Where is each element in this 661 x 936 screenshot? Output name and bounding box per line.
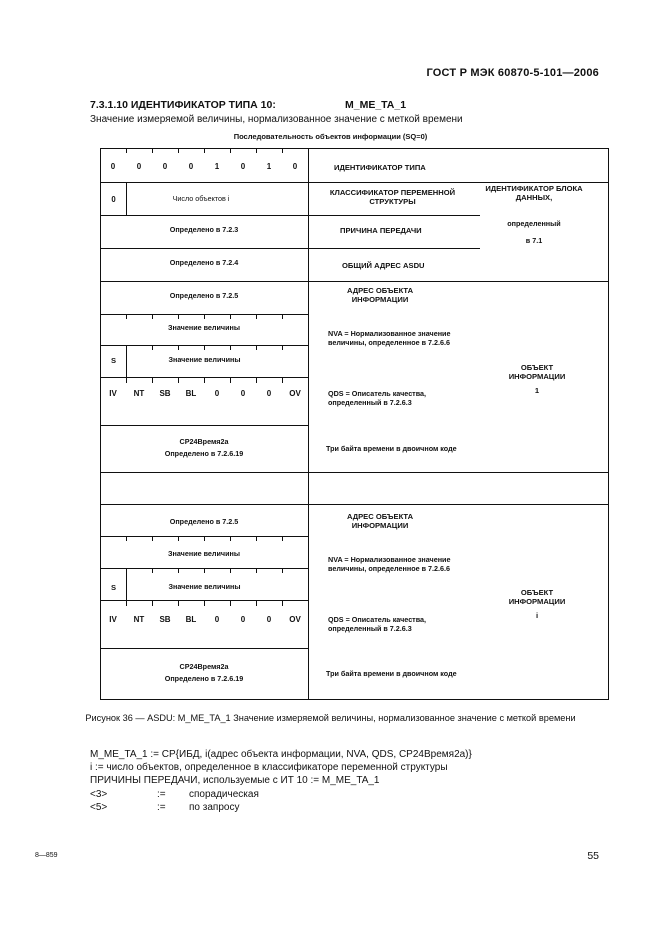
section-subtitle: Значение измеряемой величины, нормализованное значение с меткой времени [90,114,463,125]
qds-bit: OV [289,615,301,624]
row-divider [100,648,308,649]
bit-tick [256,314,257,319]
qds-bit: SB [159,389,171,398]
bit-divider [230,377,231,383]
row-divider [308,215,480,216]
row-divider [100,182,308,183]
row-divider [100,504,308,505]
bit-tick [204,345,205,350]
row-divider [308,281,609,282]
type-bit: 0 [240,162,246,171]
bit-tick [178,345,179,350]
bit-tick [230,345,231,350]
row-divider [308,248,480,249]
type-bit: 0 [162,162,168,171]
qds-bits-row [100,615,308,624]
object-label: ОБЪЕКТ ИНФОРМАЦИИ [508,363,566,382]
bit-tick [204,148,205,153]
ioa-defined: Определено в 7.2.5 [169,517,239,526]
time-defined: Определено в 7.2.6.19 [164,449,244,458]
nva-description: NVA = Нормализованное значение величины, определенное в 7.2.6.6 [328,329,451,347]
qds-bit: SB [159,615,171,624]
bit-divider [256,377,257,383]
qds-bit: OV [289,389,301,398]
object-label: ОБЪЕКТ ИНФОРМАЦИИ [508,588,566,607]
bit-tick [282,345,283,350]
bit-tick [256,536,257,541]
time-defined: Определено в 7.2.6.19 [164,674,244,683]
value-label: Значение величины [168,323,240,332]
qds-bit: 0 [266,389,272,398]
bit-tick [126,314,127,319]
cause-code: <5> [90,802,108,813]
sign-bit: S [110,356,117,365]
qds-bit: IV [109,389,117,398]
bit-tick [282,536,283,541]
cause-code: <3> [90,789,108,800]
qds-bit: 0 [214,389,220,398]
bit-tick [230,314,231,319]
type-bit: 0 [188,162,194,171]
qds-bit: IV [109,615,117,624]
qds-bit: 0 [240,615,246,624]
page-number: 55 [587,850,599,862]
qds-bit: NT [133,615,145,624]
row-divider [100,425,308,426]
bit-tick [178,148,179,153]
time-description: Три байта времени в двоичном коде [326,669,457,678]
type-identifier: M_ME_TA_1 [345,99,407,111]
dui-defined: определенный [507,219,561,228]
figure-top-caption: Последовательность объектов информации (SQ=0) [233,132,428,141]
row-divider [308,504,609,505]
formula-line: M_ME_TA_1 := CP{ИБД, i(адрес объекта информации, NVA, QDS, CP24Время2а)} [90,749,472,760]
time-label: CP24Время2а [179,662,229,671]
cause-text: спорадическая [189,789,259,800]
type-bit: 0 [136,162,142,171]
ioa-label: АДРЕС ОБЪЕКТА ИНФОРМАЦИИ [346,512,414,531]
cause-operator: := [157,802,166,813]
bit-tick [152,148,153,153]
bit-divider [256,600,257,606]
bit-divider [152,377,153,383]
bit-tick [126,345,127,350]
qds-bit: BL [185,615,197,624]
qds-bit: 0 [214,615,220,624]
bit-divider [178,600,179,606]
nva-description: NVA = Нормализованное значение величины, определенное в 7.2.6.6 [328,555,451,573]
qds-bits-row [100,389,308,398]
bit-tick [204,536,205,541]
type-bit: 1 [266,162,272,171]
bit-divider [204,600,205,606]
row-divider [308,182,609,183]
standard-designation: ГОСТ Р МЭК 60870-5-101—2006 [426,67,599,79]
bit-tick [256,568,257,573]
bit-tick [204,568,205,573]
ioa-defined: Определено в 7.2.5 [169,291,239,300]
figure-caption: Рисунок 36 — ASDU: M_ME_TA_1 Значение измеряемой величины, нормализованное значение с меткой времени [85,713,576,723]
bit-tick [256,148,257,153]
object-index: i [535,611,539,620]
bit-tick [152,314,153,319]
value-label: Значение величины [168,355,241,364]
bit-tick [230,536,231,541]
sheet-mark: 8—859 [35,852,58,859]
time-label: CP24Время2а [179,437,229,446]
cause-operator: := [157,789,166,800]
bit-divider [204,377,205,383]
bit-tick [282,568,283,573]
row-divider [100,281,308,282]
dui-label: ИДЕНТИФИКАТОР БЛОКА ДАННЫХ, [485,184,583,203]
bit-tick [178,568,179,573]
type-bit: 1 [214,162,220,171]
bit-divider [230,600,231,606]
bit-divider [282,600,283,606]
bit-tick [126,148,127,153]
ioa-label: АДРЕС ОБЪЕКТА ИНФОРМАЦИИ [346,286,414,305]
bit-tick [230,148,231,153]
bit-tick [282,148,283,153]
bit-tick [256,345,257,350]
bit-tick [152,345,153,350]
value-label: Значение величины [168,582,241,591]
bit-tick [126,568,127,573]
object-index: 1 [534,386,540,395]
sign-bit: S [110,583,117,592]
type-label: ИДЕНТИФИКАТОР ТИПА [334,163,426,172]
qds-bit: NT [133,389,145,398]
bit-divider [152,600,153,606]
column-divider [308,148,309,700]
qds-bit: 0 [240,389,246,398]
row-divider [100,215,308,216]
formula-line: i := число объектов, определенное в классификаторе переменной структуры [90,762,448,773]
qds-bit: 0 [266,615,272,624]
bit-divider [126,377,127,383]
dui-reference: в 7.1 [525,236,543,245]
section-title: 7.3.1.10 ИДЕНТИФИКАТОР ТИПА 10: [90,99,276,111]
count-label: Число объектов i [172,194,230,203]
bit-tick [282,314,283,319]
qds-description: QDS = Описатель качества, определенный в 7.2.6.3 [328,389,427,407]
bit-tick [230,568,231,573]
qds-bit: BL [185,389,197,398]
row-divider [100,248,308,249]
asdu-address-label: ОБЩИЙ АДРЕС ASDU [342,261,425,270]
cot-defined: Определено в 7.2.3 [169,225,239,234]
bit-tick [126,536,127,541]
bit-divider [178,377,179,383]
bit-tick [178,314,179,319]
time-description: Три байта времени в двоичном коде [326,444,457,453]
row-divider [100,472,308,473]
bit-tick [178,536,179,541]
row-divider [308,472,609,473]
type-bit: 0 [292,162,298,171]
bit-divider [282,377,283,383]
bit-tick [204,314,205,319]
value-label: Значение величины [168,549,240,558]
bit-divider [126,600,127,606]
sq-bit: 0 [111,195,116,204]
vsq-label: КЛАССИФИКАТОР ПЕРЕМЕННОЙ СТРУКТУРЫ [329,188,456,207]
cot-label: ПРИЧИНА ПЕРЕДАЧИ [340,226,422,235]
type-bits-row [100,162,308,171]
bit-tick [152,568,153,573]
formula-line: ПРИЧИНЫ ПЕРЕДАЧИ, используемые с ИТ 10 := M_ME_TA_1 [90,775,380,786]
asdu-address-defined: Определено в 7.2.4 [169,258,239,267]
qds-description: QDS = Описатель качества, определенный в 7.2.6.3 [328,615,427,633]
type-bit: 0 [110,162,116,171]
bit-tick [152,536,153,541]
cause-text: по запросу [189,802,240,813]
